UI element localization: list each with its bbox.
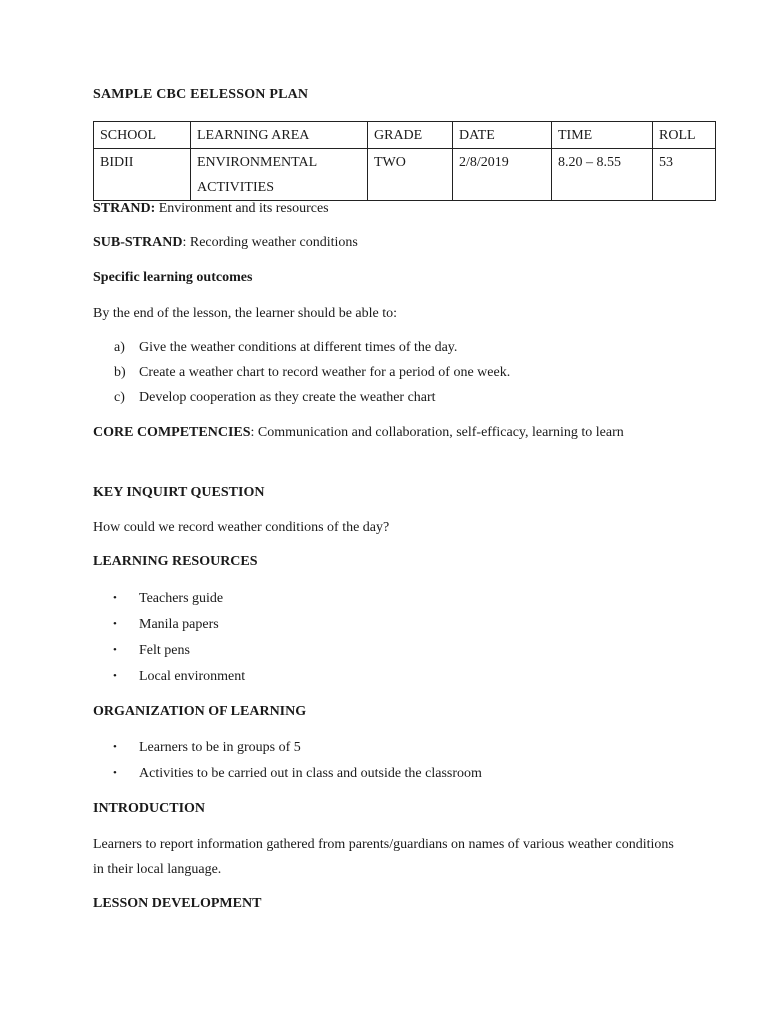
- bullet-icon: •: [113, 644, 117, 656]
- lesson-info-table: [93, 121, 716, 201]
- core-competencies-label: CORE COMPETENCIES: [93, 425, 251, 440]
- list-item-text: Learners to be in groups of 5: [139, 740, 301, 755]
- bullet-icon: •: [113, 618, 117, 630]
- cell-time: 8.20 – 8.55: [552, 149, 653, 201]
- list-item-text: Manila papers: [139, 617, 219, 632]
- key-inquiry-question: How could we record weather conditions of the day?: [93, 520, 390, 535]
- header-roll: ROLL: [653, 122, 716, 149]
- cell-grade: TWO: [368, 149, 453, 201]
- header-school: SCHOOL: [94, 122, 191, 149]
- core-competencies-value: : Communication and collaboration, self-efficacy, learning to learn: [250, 425, 624, 440]
- outcomes-heading: Specific learning outcomes: [93, 270, 253, 285]
- list-marker: b): [114, 365, 126, 380]
- outcomes-intro: By the end of the lesson, the learner should be able to:: [93, 306, 398, 321]
- sub-strand-value: : Recording weather conditions: [182, 235, 358, 250]
- bullet-icon: •: [113, 741, 117, 753]
- header-grade: GRADE: [368, 122, 453, 149]
- list-item-text: Teachers guide: [139, 591, 224, 606]
- list-item-text: Local environment: [139, 669, 246, 684]
- introduction-heading: INTRODUCTION: [93, 801, 206, 816]
- header-date: DATE: [453, 122, 552, 149]
- list-item-text: Give the weather conditions at different times of the day.: [139, 340, 458, 355]
- bullet-icon: •: [113, 592, 117, 604]
- introduction-text: Learners to report information gathered from parents/guardians on names of various weather conditions in their local language.: [93, 837, 674, 877]
- cell-roll: 53: [653, 149, 716, 201]
- list-item-text: Activities to be carried out in class and outside the classroom: [139, 766, 482, 781]
- header-learning-area: LEARNING AREA: [191, 122, 368, 149]
- list-marker: c): [114, 390, 125, 405]
- document-title: SAMPLE CBC EELESSON PLAN: [93, 87, 309, 102]
- organization-heading: ORGANIZATION OF LEARNING: [93, 704, 307, 719]
- table-header-row: [94, 122, 716, 149]
- cell-date: 2/8/2019: [453, 149, 552, 201]
- sub-strand-line: [93, 230, 358, 255]
- list-item-text: Create a weather chart to record weather for a period of one week.: [139, 365, 511, 380]
- list-item-text: Develop cooperation as they create the weather chart: [139, 390, 436, 405]
- key-inquiry-heading: KEY INQUIRT QUESTION: [93, 485, 265, 500]
- list-marker: a): [114, 340, 125, 355]
- bullet-icon: •: [113, 670, 117, 682]
- strand-line: [93, 196, 329, 221]
- strand-value: Environment and its resources: [155, 201, 329, 216]
- header-time: TIME: [552, 122, 653, 149]
- cell-school: BIDII: [94, 149, 191, 201]
- strand-label: STRAND:: [93, 201, 156, 216]
- lesson-development-heading: LESSON DEVELOPMENT: [93, 896, 262, 911]
- table-row: [94, 149, 716, 201]
- sub-strand-label: SUB-STRAND: [93, 235, 183, 250]
- cell-learning-area: ENVIRONMENTAL ACTIVITIES: [191, 149, 368, 201]
- list-item-text: Felt pens: [139, 643, 190, 658]
- learning-resources-heading: LEARNING RESOURCES: [93, 554, 258, 569]
- bullet-icon: •: [113, 767, 117, 779]
- core-competencies-paragraph: [93, 420, 658, 445]
